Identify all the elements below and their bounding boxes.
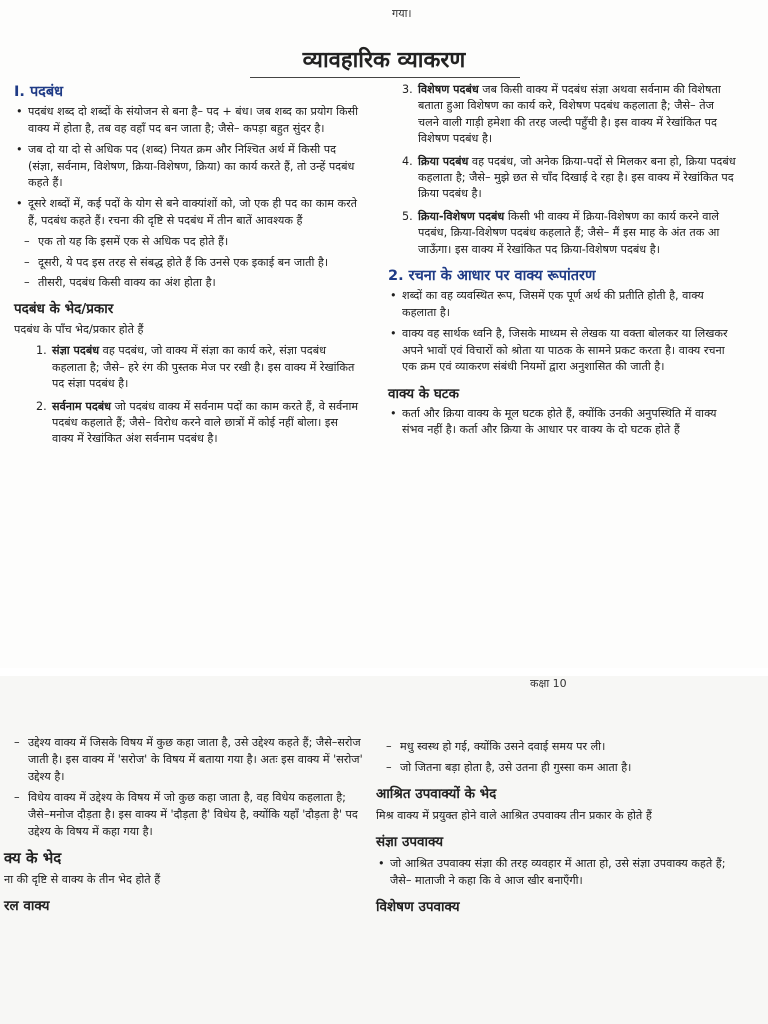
left-column <box>14 82 362 454</box>
list-item: • कर्ता और क्रिया वाक्य के मूल घटक होते हैं, क्योंकि उनकी अनुपस्थिति में वाक्य संभव नहीं है। कर्ता और क्रिया के आधार पर वाक्य के दो घटक होते हैं <box>388 406 738 439</box>
dash-item: – एक तो यह कि इसमें एक से अधिक पद होते हैं। <box>14 234 362 250</box>
subheading-components: वाक्य के घटक <box>388 385 459 402</box>
bottom-right-column <box>376 738 744 920</box>
bottom-header: कक्षा 10 <box>530 677 567 690</box>
paragraph: ना की दृष्टि से वाक्य के तीन भेद होते हैं <box>4 873 161 886</box>
dash-item: – तीसरी, पदबंध किसी वाक्य का अंश होता है। <box>14 275 362 291</box>
item-term: क्रिया पदबंध <box>418 154 469 168</box>
list-item: • पदबंध शब्द दो शब्दों के संयोजन से बना है– पद + बंध। जब शब्द का प्रयोग किसी वाक्य में होता है, तब वह वहाँ पद बन जाता है; जैसे– कपड़ा बहुत सुंदर है। <box>14 104 362 137</box>
list-item: • शब्दों का वह व्यवस्थित रूप, जिसमें एक पूर्ण अर्थ की प्रतीति होती है, वाक्य कहलाता है। <box>388 288 738 321</box>
item-text: किसी भी वाक्य में क्रिया-विशेषण का कार्य करने वाले पदबंध, क्रिया-विशेषण पदबंध कहलाते हैं; जैसे– मैं इस माह के अंत तक आ जाऊँगा। इस वाक्य में रेखांकित पद क्रिया-विशेषण पदबंध है। <box>418 209 720 256</box>
list-item: • जब दो या दो से अधिक पद (शब्द) नियत क्रम और निश्चित अर्थ में किसी पद (संज्ञा, सर्वनाम, विशेषण, क्रिया-विशेषण, क्रिया) का कार्य करते हैं, तो उन्हें पदबंध कहते हैं। <box>14 142 362 191</box>
dash-item: – जो जितना बड़ा होता है, उसे उतना ही गुस्सा कम आता है। <box>376 759 744 776</box>
numbered-item <box>388 154 738 203</box>
item-text: जब किसी वाक्य में पदबंध संज्ञा अथवा सर्वनाम की विशेषता बताता हुआ विशेषण का कार्य करे, विशेषण पदबंध कहलाता है; जैसे– तेज चलने वाली गाड़ी हमेशा की तरह जल्दी पहुँची है। इस वाक्य में रेखांकित पद विशेषण पदबंध है। <box>418 83 721 146</box>
subheading-noun-clause: संज्ञा उपवाक्य <box>376 834 444 850</box>
subheading-dependent-clauses: आश्रित उपवाक्यों के भेद <box>376 786 497 802</box>
subheading-adjective-clause: विशेषण उपवाक्य <box>376 899 460 915</box>
dash-item: – मधु स्वस्थ हो गई, क्योंकि उसने दवाई समय पर ली। <box>376 738 744 755</box>
right-column <box>388 82 738 444</box>
item-number: 5. <box>402 209 413 223</box>
numbered-item <box>388 209 738 258</box>
item-text: जो पदबंध वाक्य में सर्वनाम पदों का काम करते हैं, वे सर्वनाम पदबंध कहलाते हैं; जैसे– विरोध करने वाले छात्रों में कोई नहीं बोला। इस वाक्य में रेखांकित अंश सर्वनाम पदबंध है। <box>52 399 359 446</box>
item-text: वह पदबंध, जो अनेक क्रिया-पदों से मिलकर बना हो, क्रिया पदबंध कहलाता है; जैसे– मुझे छत से चाँद दिखाई दे रहा है। इस वाक्य में रेखांकित पद क्रिया पदबंध है। <box>418 154 736 201</box>
bottom-page <box>0 676 768 1024</box>
item-term: सर्वनाम पदबंध <box>52 399 112 413</box>
item-term: विशेषण पदबंध <box>418 83 479 96</box>
list-item: • वाक्य वह सार्थक ध्वनि है, जिसके माध्यम से लेखक या वक्ता बोलकर या लिखकर अपने भावों एवं विचारों को श्रोता या पाठक के सामने प्रकट करता है। वाक्य रचना एक क्रम एवं व्याकरण संबंधी नियमों द्वारा अनुशासित की जाती है। <box>388 326 738 375</box>
list-item: • जो आश्रित उपवाक्य संज्ञा की तरह व्यवहार में आता हो, उसे संज्ञा उपवाक्य कहते हैं; जैसे– माताजी ने कहा कि वे आज खीर बनाएँगी। <box>376 855 744 889</box>
top-fragment-text: गया। <box>392 7 412 20</box>
item-number: 3. <box>402 83 413 96</box>
title-underline <box>250 77 520 78</box>
list-item: • दूसरे शब्दों में, कई पदों के योग से बने वाक्यांशों को, जो एक ही पद का काम करते हैं, पदबंध कहते हैं। रचना की दृष्टि से पदबंध में तीन बातें आवश्यक हैं <box>14 196 362 229</box>
dash-item: – विधेय वाक्य में उद्देश्य के विषय में जो कुछ कहा जाता है, वह विधेय कहलाता है; जैसे–मनोज दौड़ता है। इस वाक्य में 'दौड़ता है' विधेय है, क्योंकि यहाँ 'दौड़ता है' पद उद्देश्य के विषय में कहा गया है। <box>4 789 364 840</box>
item-term: क्रिया-विशेषण पदबंध <box>418 209 505 223</box>
bottom-left-column <box>4 734 364 919</box>
page-separator <box>0 668 768 676</box>
numbered-item <box>14 399 362 448</box>
item-number: 4. <box>402 154 413 168</box>
numbered-item <box>388 82 738 148</box>
item-term: संज्ञा पदबंध <box>52 344 100 358</box>
page-title: व्यावहारिक व्याकरण <box>302 48 466 73</box>
dash-item: – दूसरी, ये पद इस तरह से संबद्ध होते हैं कि उनसे एक इकाई बन जाती है। <box>14 255 362 271</box>
section-heading-padbandh: I. पदबंध <box>14 84 64 100</box>
numbered-item <box>14 343 362 392</box>
dash-item: – उद्देश्य वाक्य में जिसके विषय में कुछ कहा जाता है, उसे उद्देश्य कहते हैं; जैसे–सरोज जाती है। इस वाक्य में 'सरोज' के विषय में बताया गया है। अतः इस वाक्य में 'सरोज' उद्देश्य है। <box>4 734 364 785</box>
subheading-types: पदबंध के भेद/प्रकार <box>14 301 114 318</box>
item-number: 2. <box>36 399 47 413</box>
paragraph: मिश्र वाक्य में प्रयुक्त होने वाले आश्रित उपवाक्य तीन प्रकार के होते हैं <box>376 809 652 822</box>
subheading-sentence-types: क्य के भेद <box>4 849 62 867</box>
subheading-simple-sentence: रल वाक्य <box>4 898 50 914</box>
section-heading-sentence-transform: 2. रचना के आधार पर वाक्य रूपांतरण <box>388 268 596 285</box>
item-text: वह पदबंध, जो वाक्य में संज्ञा का कार्य करे, संज्ञा पदबंध कहलाता है; जैसे– हरे रंग की पुस्तक मेज पर रखी है। इस वाक्य में रेखांकित पद संज्ञा पदबंध है। <box>52 344 355 391</box>
item-number: 1. <box>36 344 47 358</box>
intro-text: पदबंध के पाँच भेद/प्रकार होते हैं <box>14 322 144 336</box>
